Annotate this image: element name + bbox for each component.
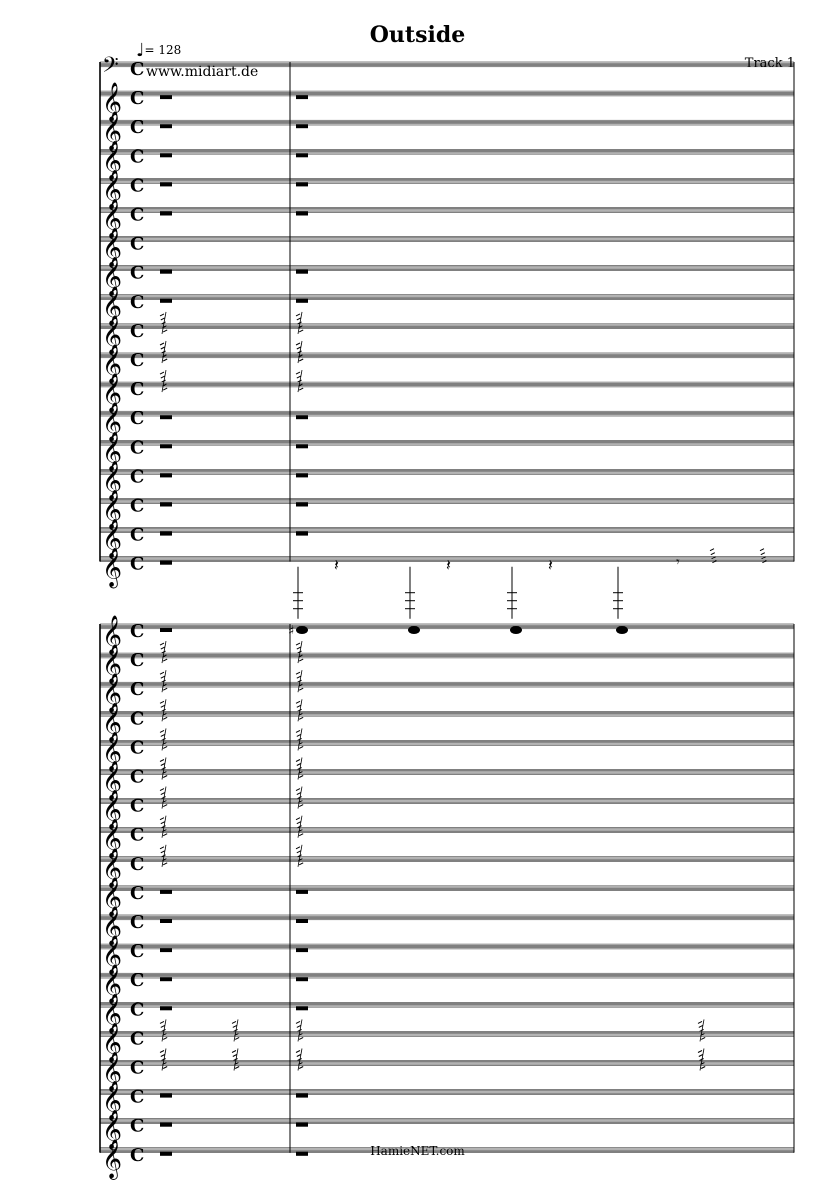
treble-clef-icon: 𝄞 bbox=[102, 1051, 123, 1092]
whole-rest bbox=[160, 415, 172, 419]
treble-clef-icon: 𝄞 bbox=[102, 460, 123, 501]
treble-clef-icon: 𝄞 bbox=[102, 993, 123, 1034]
rest-flag bbox=[296, 1021, 300, 1023]
rest-flag bbox=[160, 701, 164, 703]
rest-flag bbox=[160, 1021, 164, 1023]
whole-rest bbox=[160, 182, 172, 186]
time-signature: C bbox=[130, 1115, 145, 1137]
tempo-value: = 128 bbox=[144, 43, 182, 57]
rest-flag bbox=[299, 746, 303, 748]
note-head bbox=[296, 626, 308, 634]
rest-flag bbox=[163, 805, 167, 807]
whole-rest bbox=[160, 628, 172, 632]
time-signature: C bbox=[130, 795, 145, 817]
time-signature: C bbox=[130, 708, 145, 730]
quarter-rest: 𝄽 bbox=[334, 555, 339, 575]
rest-flag bbox=[296, 643, 300, 645]
whole-rest bbox=[296, 212, 308, 216]
time-signature: C bbox=[130, 650, 145, 672]
time-signature: C bbox=[130, 291, 145, 313]
rest-flag bbox=[296, 372, 300, 374]
time-signature: C bbox=[130, 524, 145, 546]
rest-flag bbox=[296, 701, 300, 703]
rest-flag bbox=[160, 372, 164, 374]
rest-flag bbox=[299, 1067, 303, 1069]
time-signature: C bbox=[130, 350, 145, 371]
rest-flag bbox=[160, 730, 164, 732]
treble-clef-icon: 𝄞 bbox=[102, 760, 123, 801]
time-signature: C bbox=[130, 737, 145, 759]
time-signature: C bbox=[130, 766, 145, 788]
rest-flag bbox=[163, 359, 167, 361]
quarter-note-icon: ♩ bbox=[136, 40, 145, 61]
treble-clef-icon: 𝄞 bbox=[102, 1080, 123, 1121]
treble-clef-icon: 𝄞 bbox=[102, 489, 123, 530]
rest-flag bbox=[296, 1051, 300, 1053]
quarter-rest: 𝄽 bbox=[446, 555, 451, 575]
rest-flag bbox=[235, 1037, 239, 1039]
rest-flag bbox=[299, 834, 303, 836]
whole-rest bbox=[160, 1123, 172, 1127]
rest-flag bbox=[296, 789, 300, 791]
rest-flag bbox=[296, 343, 300, 345]
time-signature: C bbox=[130, 379, 145, 401]
rest-flag bbox=[296, 672, 300, 674]
time-signature: C bbox=[130, 621, 145, 642]
whole-rest bbox=[160, 153, 172, 157]
whole-rest bbox=[296, 503, 308, 507]
time-signature: C bbox=[130, 175, 145, 197]
whole-rest bbox=[160, 95, 172, 99]
eighth-rest: 𝄾 bbox=[676, 554, 680, 571]
bass-clef-icon: 𝄢 bbox=[102, 53, 119, 83]
treble-clef-icon: 𝄞 bbox=[102, 314, 123, 355]
rest-flag bbox=[163, 776, 167, 778]
whole-rest bbox=[160, 1006, 172, 1010]
whole-rest bbox=[160, 503, 172, 507]
rest-flag bbox=[299, 717, 303, 719]
time-signature: C bbox=[130, 408, 145, 430]
rest-flag bbox=[760, 549, 764, 551]
piece-title: Outside bbox=[369, 22, 466, 48]
treble-clef-icon: 𝄞 bbox=[102, 373, 123, 414]
rest-flag bbox=[299, 688, 303, 690]
whole-rest bbox=[296, 1123, 308, 1127]
time-signature: C bbox=[130, 824, 145, 846]
time-signature: C bbox=[130, 204, 145, 226]
whole-rest bbox=[160, 890, 172, 894]
whole-rest bbox=[296, 532, 308, 536]
treble-clef-icon: 𝄞 bbox=[102, 402, 123, 443]
whole-rest bbox=[296, 270, 308, 274]
rest-flag bbox=[711, 553, 715, 555]
rest-flag bbox=[163, 863, 167, 865]
whole-rest bbox=[160, 299, 172, 303]
time-signature: C bbox=[130, 88, 145, 110]
treble-clef-icon: 𝄞 bbox=[102, 876, 123, 917]
rest-flag bbox=[698, 1021, 702, 1023]
whole-rest bbox=[296, 153, 308, 157]
rest-flag bbox=[235, 1067, 239, 1069]
whole-rest bbox=[296, 948, 308, 952]
time-signature: C bbox=[130, 146, 145, 168]
time-signature: C bbox=[130, 117, 145, 139]
time-signature: C bbox=[130, 495, 145, 517]
treble-clef-icon: 𝄞 bbox=[102, 1138, 123, 1179]
time-signature: C bbox=[130, 970, 145, 992]
whole-rest bbox=[160, 977, 172, 981]
rest-flag bbox=[232, 1051, 236, 1053]
treble-clef-icon: 𝄞 bbox=[102, 731, 123, 772]
treble-clef-icon: 𝄞 bbox=[102, 964, 123, 1005]
treble-clef-icon: 𝄞 bbox=[102, 1109, 123, 1150]
time-signature: C bbox=[130, 853, 145, 875]
rest-flag bbox=[761, 553, 765, 555]
rest-flag bbox=[299, 659, 303, 661]
rest-flag bbox=[160, 643, 164, 645]
time-signature: C bbox=[130, 262, 145, 284]
note-head bbox=[510, 626, 522, 634]
whole-rest bbox=[296, 1006, 308, 1010]
time-signature: C bbox=[130, 679, 145, 701]
treble-clef-icon: 𝄞 bbox=[102, 111, 123, 152]
rest-flag bbox=[163, 1037, 167, 1039]
treble-clef-icon: 𝄞 bbox=[102, 847, 123, 888]
rest-flag bbox=[296, 760, 300, 762]
rest-flag bbox=[160, 847, 164, 849]
treble-clef-icon: 𝄞 bbox=[102, 227, 123, 268]
treble-clef-icon: 𝄞 bbox=[102, 198, 123, 239]
note-head bbox=[408, 626, 420, 634]
whole-rest bbox=[160, 473, 172, 477]
rest-flag bbox=[296, 847, 300, 849]
rest-flag bbox=[232, 1021, 236, 1023]
treble-clef-icon: 𝄞 bbox=[102, 615, 123, 655]
time-signature: C bbox=[130, 1028, 145, 1050]
treble-clef-icon: 𝄞 bbox=[102, 82, 123, 123]
whole-rest bbox=[160, 124, 172, 128]
time-signature: C bbox=[130, 912, 145, 933]
treble-clef-icon: 𝄞 bbox=[102, 431, 123, 472]
track-name: Track 1 bbox=[744, 56, 795, 71]
time-signature: C bbox=[130, 941, 145, 963]
whole-rest bbox=[296, 444, 308, 448]
time-signature: C bbox=[130, 437, 145, 459]
whole-rest bbox=[296, 124, 308, 128]
time-signature: C bbox=[130, 466, 145, 488]
whole-rest bbox=[296, 1094, 308, 1098]
treble-clef-icon: 𝄞 bbox=[102, 518, 123, 559]
rest-flag bbox=[163, 834, 167, 836]
treble-clef-icon: 𝄞 bbox=[102, 644, 123, 685]
whole-rest bbox=[160, 948, 172, 952]
rest-flag bbox=[163, 1067, 167, 1069]
rest-flag bbox=[163, 330, 167, 332]
whole-rest bbox=[296, 919, 308, 923]
treble-clef-icon: 𝄞 bbox=[102, 789, 123, 830]
rest-flag bbox=[160, 343, 164, 345]
rest-flag bbox=[163, 717, 167, 719]
whole-rest bbox=[160, 919, 172, 923]
rest-flag bbox=[160, 818, 164, 820]
rest-flag bbox=[163, 659, 167, 661]
rest-flag bbox=[160, 314, 164, 316]
whole-rest bbox=[296, 473, 308, 477]
whole-rest bbox=[296, 977, 308, 981]
treble-clef-icon: 𝄞 bbox=[102, 1022, 123, 1063]
time-signature: C bbox=[130, 999, 145, 1021]
whole-rest bbox=[296, 890, 308, 894]
treble-clef-icon: 𝄞 bbox=[102, 935, 123, 976]
treble-clef-icon: 𝄞 bbox=[102, 547, 123, 588]
treble-clef-icon: 𝄞 bbox=[102, 344, 123, 384]
treble-clef-icon: 𝄞 bbox=[102, 285, 123, 326]
rest-flag bbox=[299, 330, 303, 332]
whole-rest bbox=[296, 415, 308, 419]
whole-rest bbox=[160, 270, 172, 274]
treble-clef-icon: 𝄞 bbox=[102, 818, 123, 859]
sharp-icon: ♯ bbox=[288, 624, 295, 639]
time-signature: C bbox=[130, 1086, 145, 1108]
time-signature: C bbox=[130, 1144, 145, 1166]
whole-rest bbox=[160, 444, 172, 448]
rest-flag bbox=[299, 776, 303, 778]
whole-rest bbox=[160, 1094, 172, 1098]
whole-rest bbox=[296, 182, 308, 186]
whole-rest bbox=[160, 532, 172, 536]
footer-credit: HamieNET.com bbox=[370, 1144, 465, 1158]
time-signature: C bbox=[130, 233, 145, 255]
whole-rest bbox=[296, 299, 308, 303]
whole-rest bbox=[160, 212, 172, 216]
rest-flag bbox=[160, 672, 164, 674]
rest-flag bbox=[299, 388, 303, 390]
time-signature: C bbox=[130, 553, 145, 575]
rest-flag bbox=[299, 805, 303, 807]
treble-clef-icon: 𝄞 bbox=[102, 169, 123, 210]
time-signature: C bbox=[130, 59, 145, 80]
rest-flag bbox=[710, 549, 714, 551]
rest-flag bbox=[299, 863, 303, 865]
treble-clef-icon: 𝄞 bbox=[102, 673, 123, 714]
time-signature: C bbox=[130, 882, 145, 904]
rest-flag bbox=[160, 760, 164, 762]
time-signature: C bbox=[130, 1057, 145, 1079]
treble-clef-icon: 𝄞 bbox=[102, 702, 123, 743]
rest-flag bbox=[701, 1067, 705, 1069]
note-head bbox=[616, 626, 628, 634]
treble-clef-icon: 𝄞 bbox=[102, 256, 123, 297]
whole-rest bbox=[160, 561, 172, 565]
quarter-rest: 𝄽 bbox=[548, 555, 553, 575]
treble-clef-icon: 𝄞 bbox=[102, 140, 123, 181]
time-signature: C bbox=[130, 320, 145, 342]
source-credit: www.midiart.de bbox=[146, 64, 259, 80]
rest-flag bbox=[701, 1037, 705, 1039]
treble-clef-icon: 𝄞 bbox=[102, 906, 123, 946]
rest-flag bbox=[296, 730, 300, 732]
rest-flag bbox=[296, 818, 300, 820]
rest-flag bbox=[160, 789, 164, 791]
rest-flag bbox=[296, 314, 300, 316]
rest-flag bbox=[160, 1051, 164, 1053]
rest-flag bbox=[163, 688, 167, 690]
rest-flag bbox=[299, 359, 303, 361]
rest-flag bbox=[163, 746, 167, 748]
whole-rest bbox=[296, 95, 308, 99]
rest-flag bbox=[299, 1037, 303, 1039]
rest-flag bbox=[163, 388, 167, 390]
rest-flag bbox=[698, 1051, 702, 1053]
